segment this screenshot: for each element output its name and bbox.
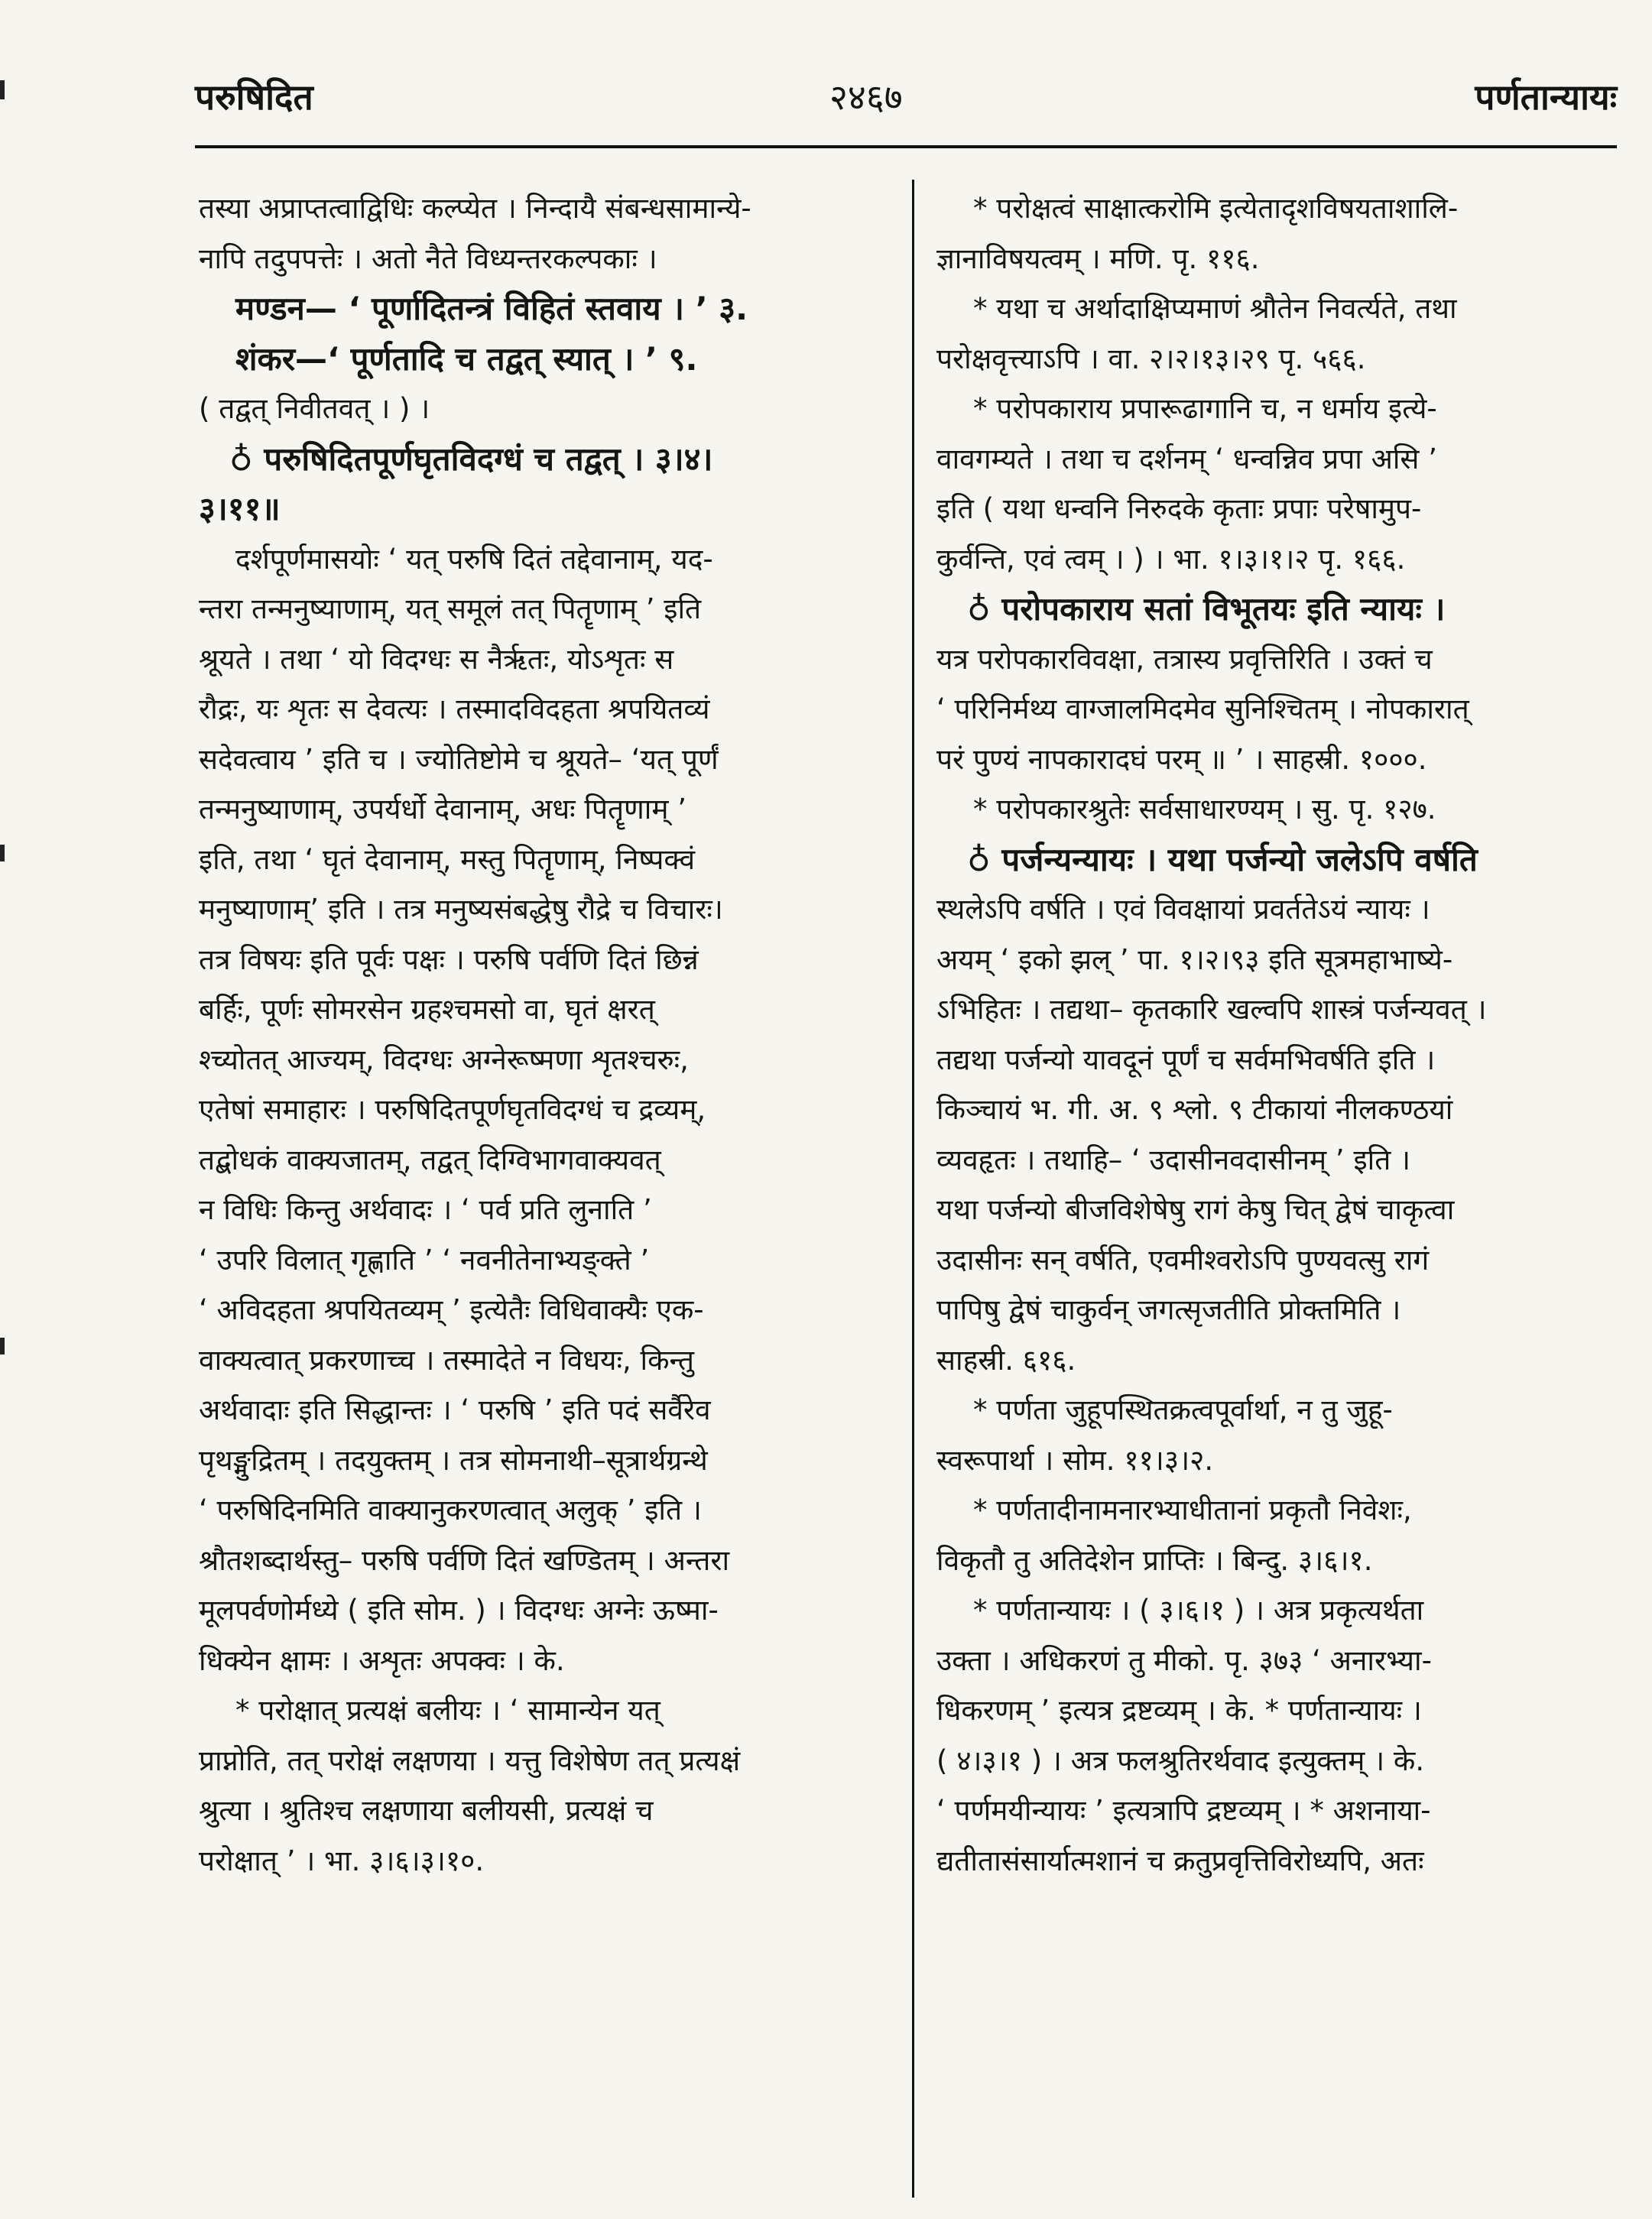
- line-text: तद्बोधकं वाक्यजातम्, तद्वत् दिग्विभागवाक्यवत्: [199, 1143, 661, 1176]
- line-text: * पर्णता जुहूपस्थितक्रत्वपूर्वार्था, न तु जुहू-: [973, 1393, 1393, 1426]
- text-line: [936, 384, 1617, 434]
- text-line: [936, 1135, 1617, 1186]
- line-text: ३।११॥: [199, 490, 281, 527]
- text-line: [199, 1836, 887, 1886]
- line-text: * परोपकारश्रुतेः सर्वसाधारण्यम् । सु. पृ. १२७.: [973, 793, 1436, 826]
- text-line: [199, 684, 887, 735]
- line-text: स्वरूपार्था । सोम. ११।३।२.: [936, 1443, 1214, 1477]
- text-line: [199, 1636, 887, 1686]
- text-line: [936, 1085, 1617, 1135]
- text-line: [936, 1536, 1617, 1586]
- text-line: [199, 1436, 887, 1486]
- line-text: * पर्णतादीनामनारभ्याधीतानां प्रकृतौ निवेशः,: [973, 1494, 1412, 1526]
- text-line: [199, 183, 887, 234]
- line-text: वाक्यत्वात् प्रकरणाच्च । तस्मादेते न विधयः, किन्तु: [199, 1343, 694, 1377]
- line-text: उदासीनः सन् वर्षति, एवमीश्वरोऽपि पुण्यवत्सु रागं: [936, 1243, 1430, 1277]
- text-line: [936, 334, 1617, 384]
- line-text: इति ( यथा धन्वनि निरुदके कृताः प्रपाः परेषामुप-: [936, 492, 1422, 525]
- text-line: [936, 884, 1617, 935]
- text-line: [199, 1786, 887, 1836]
- line-text: * यथा च अर्थादाक्षिप्यमाणं श्रौतेन निवर्त्यते, तथा: [973, 292, 1457, 325]
- text-line: [199, 234, 887, 284]
- text-line: [199, 384, 887, 434]
- text-line: [936, 1185, 1617, 1235]
- line-text: परोक्षात् ’ । भा. ३।६।३।१०.: [199, 1844, 485, 1877]
- line-text: ( ४।३।१ ) । अत्र फलश्रुतिरर्थवाद इत्युक्तम् । के.: [936, 1744, 1425, 1777]
- text-line: [936, 1285, 1617, 1335]
- line-text: परोपकाराय सतां विभूतयः इति न्यायः ।: [1001, 590, 1446, 628]
- line-text: न्तरा तन्मनुष्याणाम्, यत् समूलं तत् पितॄणाम् ’ इति: [199, 592, 702, 625]
- text-line: [199, 1135, 887, 1186]
- line-text: * परोक्षत्वं साक्षात्करोमि इत्येतादृशविषयताशालि-: [973, 192, 1459, 225]
- margin-mark: [0, 845, 5, 861]
- line-text: व्यवहृतः । तथाहि– ‘ उदासीनवदासीनम् ’ इति ।: [936, 1143, 1411, 1176]
- column-divider: [912, 180, 914, 2198]
- line-text: ज्ञानाविषयत्वम् । मणि. पृ. ११६.: [936, 242, 1260, 275]
- text-line: [936, 684, 1617, 735]
- text-line: [936, 935, 1617, 985]
- line-text: तत्र विषयः इति पूर्वः पक्षः । परुषि पर्वणि दितं छिन्नं: [199, 942, 699, 976]
- text-line: [199, 434, 887, 485]
- text-line: [199, 735, 887, 785]
- line-text: ‘ पर्णमयीन्यायः ’ इत्यत्रापि द्रष्टव्यम् । * अशनाया-: [936, 1794, 1431, 1827]
- text-line: [199, 1335, 887, 1386]
- line-text: वावगम्यते । तथा च दर्शनम् ‘ धन्वन्निव प्रपा असि ’: [936, 442, 1437, 475]
- line-text: अर्थवादाः इति सिद्धान्तः । ‘ परुषि ’ इति पदं सर्वैरेव: [199, 1393, 711, 1426]
- text-line: [199, 784, 887, 835]
- text-line: [936, 1736, 1617, 1786]
- text-line: [199, 835, 887, 885]
- line-text: नापि तदुपपत्तेः । अतो नैते विध्यन्तरकल्पकाः ।: [199, 242, 657, 275]
- text-line: [199, 634, 887, 685]
- text-line: [199, 1035, 887, 1085]
- text-line: [936, 1436, 1617, 1486]
- line-text: धिक्येन क्षामः । अशृतः अपक्वः । के.: [199, 1643, 565, 1677]
- line-text: साहस्री. ६१६.: [936, 1343, 1076, 1377]
- line-text: पृथङ्मुद्रितम् । तदयुक्तम् । तत्र सोमनाथी–सूत्रार्थग्रन्थे: [199, 1443, 708, 1477]
- page-header: [195, 73, 1617, 141]
- text-line: [936, 284, 1617, 334]
- text-line: [936, 183, 1617, 234]
- text-line: [936, 234, 1617, 284]
- margin-mark: [0, 1338, 5, 1354]
- line-text: तन्मनुष्याणाम्, उपर्यर्धो देवानाम्, अधः पितॄणाम् ’: [199, 793, 687, 826]
- line-text: पापिषु द्वेषं चाकुर्वन् जगत्सृजतीति प्रोक्तमिति ।: [936, 1293, 1401, 1326]
- text-line: [936, 1585, 1617, 1636]
- line-text: कुर्वन्ति, एवं त्वम् । ) । भा. १।३।१।२ पृ. १६६.: [936, 542, 1406, 576]
- headword-symbol-icon: ♁: [967, 840, 1002, 878]
- text-line: [936, 1485, 1617, 1536]
- line-text: प्राप्नोति, तत् परोक्षं लक्षणया । यत्तु विशेषेण तत् प्रत्यक्षं: [199, 1744, 741, 1777]
- text-line: [199, 985, 887, 1035]
- text-line: [199, 1536, 887, 1586]
- line-text: यत्र परोपकारविवक्षा, तत्रास्य प्रवृत्तिरिति । उक्तं च: [936, 642, 1433, 676]
- line-text: मनुष्याणाम्’ इति । तत्र मनुष्यसंबद्धेषु रौद्रे च विचारः।: [199, 893, 723, 926]
- line-text: इति, तथा ‘ घृतं देवानाम्, मस्तु पितॄणाम्, निष्पक्वं: [199, 842, 696, 876]
- left-column: [199, 183, 887, 1886]
- text-line: [936, 1836, 1617, 1886]
- line-text: रौद्रः, यः शृतः स देवत्यः । तस्मादविदहता श्रपयितव्यं: [199, 693, 710, 725]
- text-line: [936, 634, 1617, 685]
- text-line: [199, 1485, 887, 1536]
- headword-symbol-icon: ♁: [229, 440, 265, 478]
- line-text: तद्यथा पर्जन्यो यावदूनं पूर्णं च सर्वमभिवर्षति इति ।: [936, 1043, 1436, 1076]
- text-line: [199, 1685, 887, 1736]
- text-line: [199, 884, 887, 935]
- text-line: [199, 1585, 887, 1636]
- line-text: द्यतीतासंसार्यात्मशानं च क्रतुप्रवृत्तिविरोध्यपि, अतः: [936, 1844, 1424, 1877]
- text-line: [936, 1335, 1617, 1386]
- text-line: [936, 735, 1617, 785]
- text-line: [199, 1185, 887, 1235]
- line-text: बर्हिः, पूर्णः सोमरसेन ग्रहश्चमसो वा, घृतं क्षरत्: [199, 993, 655, 1026]
- text-line: [936, 584, 1617, 634]
- right-column: [936, 183, 1617, 1886]
- margin-mark: [0, 80, 5, 99]
- line-text: स्थलेऽपि वर्षति । एवं विवक्षायां प्रवर्ततेऽयं न्यायः ।: [936, 893, 1430, 926]
- text-line: [199, 1235, 887, 1286]
- line-text: एतेषां समाहारः । परुषिदितपूर्णघृतविदग्धं च द्रव्यम्,: [199, 1093, 706, 1126]
- line-text: सदेवत्वाय ’ इति च । ज्योतिष्टोमे च श्रूयते– ‘यत् पूर्णं: [199, 742, 719, 776]
- line-text: दर्शपूर्णमासयोः ‘ यत् परुषि दितं तद्देवानाम्, यद-: [235, 542, 713, 576]
- text-line: [199, 584, 887, 634]
- line-text: तस्या अप्राप्तत्वाद्विधिः कल्प्येत । निन्दायै संबन्धसामान्ये-: [199, 192, 751, 225]
- line-text: श्रुत्या । श्रुतिश्च लक्षणाया बलीयसी, प्रत्यक्षं च: [199, 1794, 654, 1827]
- line-text: मण्डन— ‘ पूर्णादितन्त्रं विहितं स्तवाय । ’ ३.: [235, 290, 748, 327]
- line-text: अयम् ‘ इको झल् ’ पा. १।२।९३ इति सूत्रमहाभाष्ये-: [936, 942, 1453, 976]
- header-right-keyword: पर्णतान्यायः: [1475, 76, 1617, 118]
- line-text: श्रूयते । तथा ‘ यो विदग्धः स नैर्ऋतः, योऽशृतः स: [199, 642, 674, 676]
- text-line: [199, 284, 887, 334]
- text-line: [199, 1085, 887, 1135]
- line-text: ‘ अविदहता श्रपयितव्यम् ’ इत्येतैः विधिवाक्यैः एक-: [199, 1293, 704, 1326]
- line-text: धिकरणम् ’ इत्यत्र द्रष्टव्यम् । के. * पर्णतान्यायः ।: [936, 1694, 1422, 1727]
- line-text: यथा पर्जन्यो बीजविशेषेषु रागं केषु चित् द्वेषं चाकृत्वा: [936, 1193, 1455, 1226]
- text-line: [936, 985, 1617, 1035]
- line-text: ‘ परुषिदिनमिति वाक्यानुकरणत्वात् अलुक् ’ इति ।: [199, 1494, 702, 1526]
- text-line: [936, 1685, 1617, 1736]
- line-text: पर्जन्यन्यायः । यथा पर्जन्यो जलेऽपि वर्षति: [1001, 840, 1478, 878]
- text-line: [936, 1786, 1617, 1836]
- line-text: ऽभिहितः । तद्यथा– कृतकारि खल्वपि शास्त्रं पर्जन्यवत् ।: [936, 993, 1487, 1026]
- text-line: [199, 334, 887, 384]
- text-line: [199, 1736, 887, 1786]
- text-line: [199, 484, 887, 534]
- header-rule: [195, 145, 1617, 148]
- headword-symbol-icon: ♁: [967, 590, 1002, 628]
- line-text: ‘ उपरि विलात् गृह्णाति ’ ‘ नवनीतेनाभ्यङ्क्ते ’: [199, 1243, 650, 1277]
- line-text: शंकर—‘ पूर्णतादि च तद्वत् स्यात् । ’ ९.: [235, 339, 698, 378]
- line-text: * परोपकाराय प्रपारूढागानि च, न धर्माय इत्ये-: [973, 392, 1437, 425]
- line-text: श्च्योतत् आज्यम्, विदग्धः अग्नेरूष्मणा शृतश्चरुः,: [199, 1043, 689, 1076]
- text-line: [936, 784, 1617, 835]
- line-text: * पर्णतान्यायः । ( ३।६।१ ) । अत्र प्रकृत्यर्थता: [973, 1594, 1424, 1627]
- line-text: किञ्चायं भ. गी. अ. ९ श्लो. ९ टीकायां नीलकण्ठयां: [936, 1093, 1453, 1126]
- text-line: [199, 935, 887, 985]
- text-line: [936, 1385, 1617, 1436]
- text-line: [199, 1385, 887, 1436]
- text-line: [936, 484, 1617, 534]
- line-text: * परोक्षात् प्रत्यक्षं बलीयः । ‘ सामान्येन यत्: [235, 1694, 660, 1727]
- text-line: [199, 534, 887, 585]
- line-text: श्रौतशब्दार्थस्तु– परुषि पर्वणि दितं खण्डितम् । अन्तरा: [199, 1543, 730, 1577]
- line-text: परुषिदितपूर्णघृतविदग्धं च तद्वत् । ३।४।: [264, 440, 713, 478]
- line-text: परं पुण्यं नापकारादघं परम् ॥ ’ । साहस्री. १०००.: [936, 742, 1427, 776]
- text-line: [199, 1285, 887, 1335]
- line-text: मूलपर्वणोर्मध्ये ( इति सोम. ) । विदग्धः अग्नेः ऊष्मा-: [199, 1594, 719, 1627]
- line-text: परोक्षवृत्त्याऽपि । वा. २।२।१३।२९ पृ. ५६६.: [936, 342, 1366, 375]
- line-text: ‘ परिनिर्मथ्य वाग्जालमिदमेव सुनिश्चितम् । नोपकारात्: [936, 693, 1469, 725]
- page-number: २४६७: [829, 76, 903, 118]
- text-line: [936, 1235, 1617, 1286]
- text-line: [936, 1035, 1617, 1085]
- line-text: ( तद्वत् निवीतवत् । ) ।: [199, 392, 430, 425]
- text-line: [936, 1636, 1617, 1686]
- text-line: [936, 434, 1617, 485]
- text-line: [936, 835, 1617, 885]
- text-line: [936, 534, 1617, 585]
- line-text: न विधिः किन्तु अर्थवादः । ‘ पर्व प्रति लुनाति ’: [199, 1193, 652, 1226]
- line-text: उक्ता । अधिकरणं तु मीको. पृ. ३७३ ‘ अनारभ्या-: [936, 1643, 1432, 1677]
- header-left-keyword: परुषिदित: [195, 76, 313, 118]
- line-text: विकृतौ तु अतिदेशेन प्राप्तिः । बिन्दु. ३।६।१.: [936, 1543, 1373, 1577]
